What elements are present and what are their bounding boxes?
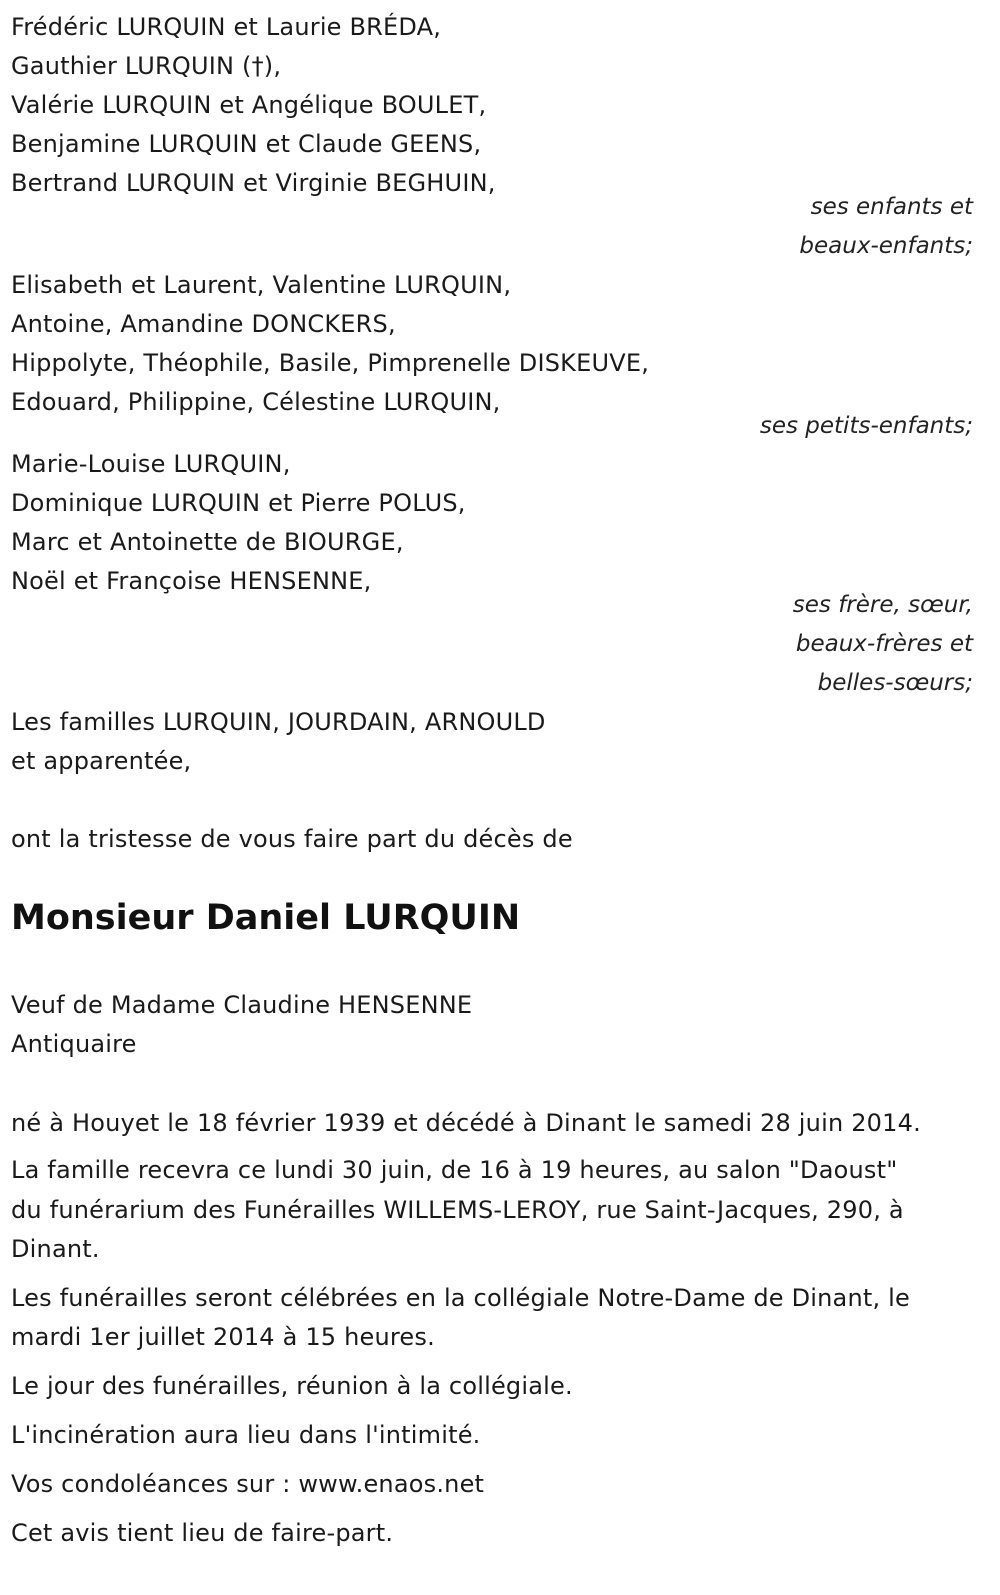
detail-line: Vos condoléances sur : www.enaos.net [11, 1470, 485, 1498]
detail-line: Les funérailles seront célébrées en la collégiale Notre-Dame de Dinant, le [11, 1284, 910, 1312]
deceased-name: Monsieur Daniel LURQUIN [11, 898, 521, 938]
detail-line: Dinant. [11, 1235, 100, 1263]
detail-line: né à Houyet le 18 février 1939 et décédé à Dinant le samedi 28 juin 2014. [11, 1109, 921, 1137]
family-line: et apparentée, [11, 747, 192, 775]
family-line: Frédéric LURQUIN et Laurie BRÉDA, [11, 13, 442, 41]
relation-label: ses petits-enfants; [759, 413, 973, 439]
family-line: Bertrand LURQUIN et Virginie BEGHUIN, [11, 169, 496, 197]
family-line: Les familles LURQUIN, JOURDAIN, ARNOULD [11, 708, 546, 736]
detail-line: L'incinération aura lieu dans l'intimité. [11, 1421, 481, 1449]
deceased-info-line: Veuf de Madame Claudine HENSENNE [11, 991, 473, 1019]
family-line: Hippolyte, Théophile, Basile, Pimprenelle DISKEUVE, [11, 349, 650, 377]
family-line: Elisabeth et Laurent, Valentine LURQUIN, [11, 271, 512, 299]
family-line: Edouard, Philippine, Célestine LURQUIN, [11, 388, 501, 416]
detail-line: Le jour des funérailles, réunion à la collégiale. [11, 1372, 573, 1400]
detail-line: La famille recevra ce lundi 30 juin, de 16 à 19 heures, au salon "Daoust" [11, 1156, 898, 1184]
deceased-info-line: Antiquaire [11, 1030, 137, 1058]
detail-line: mardi 1er juillet 2014 à 15 heures. [11, 1323, 435, 1351]
family-line: Gauthier LURQUIN (†), [11, 52, 282, 80]
family-line: Noël et Françoise HENSENNE, [11, 567, 372, 595]
relation-label: beaux-frères et [795, 631, 973, 657]
relation-label: ses enfants et [810, 194, 973, 220]
family-line: Marc et Antoinette de BIOURGE, [11, 528, 404, 556]
relation-label: beaux-enfants; [799, 233, 973, 259]
family-line: Antoine, Amandine DONCKERS, [11, 310, 396, 338]
relation-label: belles-sœurs; [817, 670, 973, 696]
detail-line: du funérarium des Funérailles WILLEMS-LEROY, rue Saint-Jacques, 290, à [11, 1196, 904, 1224]
detail-line: Cet avis tient lieu de faire-part. [11, 1519, 394, 1547]
family-line: Benjamine LURQUIN et Claude GEENS, [11, 130, 482, 158]
family-line: Valérie LURQUIN et Angélique BOULET, [11, 91, 487, 119]
announcement-text: ont la tristesse de vous faire part du décès de [11, 825, 573, 853]
family-line: Dominique LURQUIN et Pierre POLUS, [11, 489, 466, 517]
relation-label: ses frère, sœur, [792, 592, 973, 618]
family-line: Marie-Louise LURQUIN, [11, 450, 291, 478]
